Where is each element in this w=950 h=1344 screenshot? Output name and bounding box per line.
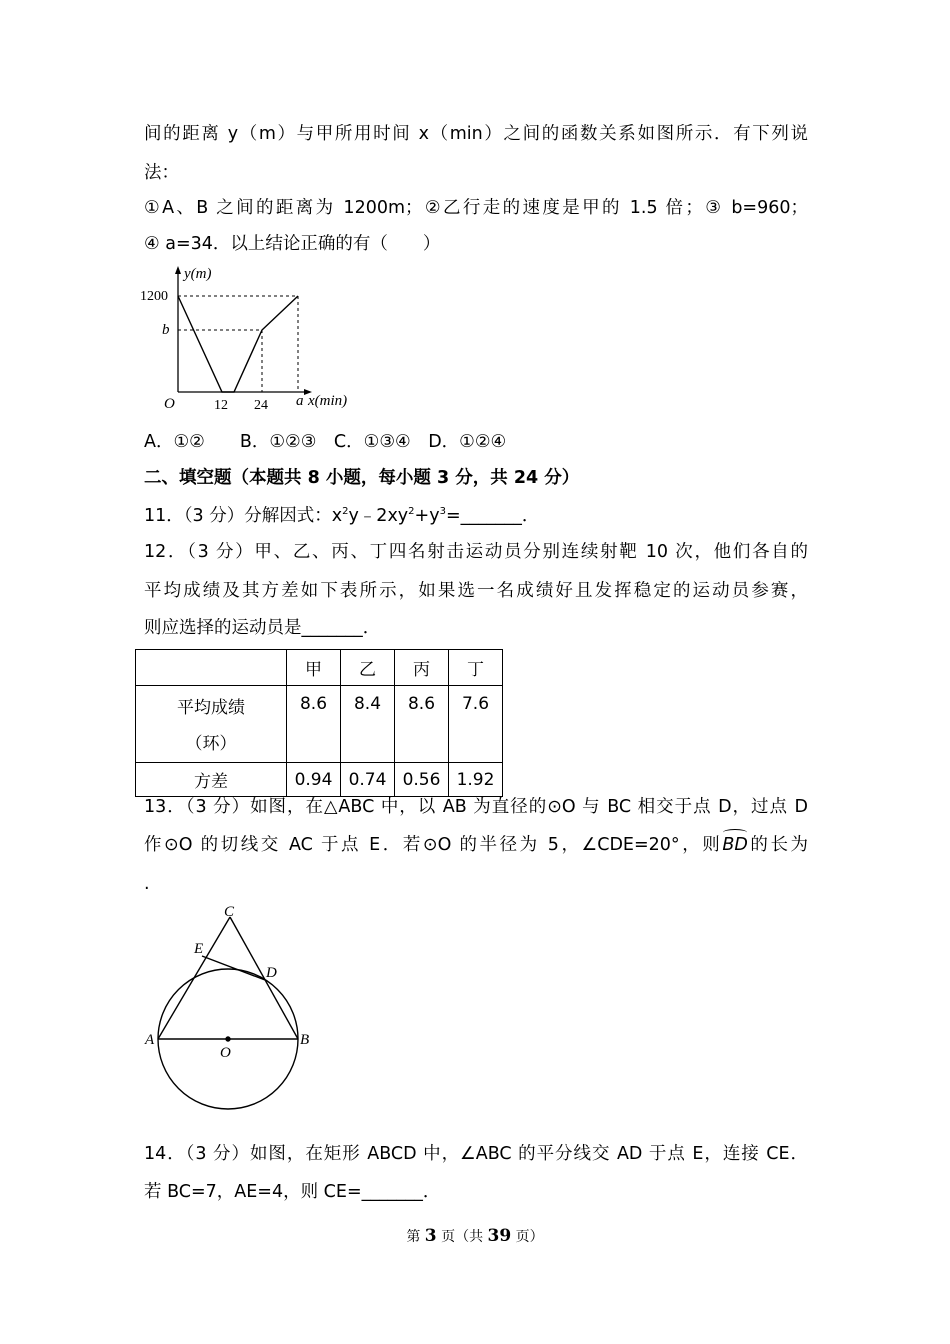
table-cell: 1.92 [449,763,503,797]
table-header: 丁 [449,650,503,686]
point-label: B [300,1032,310,1048]
text-line-1: 间的距离 y（m）与甲所用时间 x（min）之间的函数关系如图所示．有下列说 [144,124,808,144]
question-13-line-1: 13．（3 分）如图，在△ABC 中，以 AB 为直径的⊙O 与 BC 相交于点 D，过点 D [144,797,808,817]
origin-label: O [164,396,175,412]
table-row [136,763,503,797]
table-cell: 0.94 [287,763,341,797]
x-tick-a: a [296,393,304,409]
question-14-line-2: 若 BC=7，AE=4，则 CE=_______． [144,1182,441,1202]
point-label: C [224,904,235,920]
circle-triangle-figure [140,895,320,1115]
question-12-line-3: 则应选择的运动员是_______． [144,618,381,638]
function-graph [140,262,360,422]
question-12-line-2: 平均成绩及其方差如下表所示，如果选一名成绩好且发挥稳定的运动员参赛， [144,581,808,601]
question-11: 11．（3 分）分解因式：$x^2y﹣2xy^2+y^3=\_\_\_\_\_\_\_$． [144,506,540,526]
table-header: 丙 [395,650,449,686]
scores-table [135,649,503,797]
table-cell: 8.6 [395,686,449,763]
y-tick-b: b [162,322,170,338]
y-tick-1200: 1200 [140,289,168,304]
arc-bd: BD [722,835,748,855]
question-13-line-3: . [144,874,150,894]
x-tick-12: 12 [214,398,228,413]
table-header [136,650,287,686]
x-tick-24: 24 [254,398,268,413]
table-row-label: 平均成绩 （环） [136,686,287,763]
total-pages: 39 [487,1226,512,1246]
text-line-2: 法： [144,163,179,183]
question-13-line-2: 作⊙O 的切线交 AC 于点 E．若⊙O 的半径为 5，∠CDE=20°，则BD的长为 [144,835,808,855]
table-cell: 0.56 [395,763,449,797]
point-label: E [194,941,204,957]
text-line-3: ①A、B 之间的距离为 1200m；②乙行走的速度是甲的 1.5 倍；③ b=960； [144,198,808,218]
question-12-line-1: 12．（3 分）甲、乙、丙、丁四名射击运动员分别连续射靶 10 次，他们各自的 [144,542,808,562]
table-cell: 0.74 [341,763,395,797]
y-axis-label: y(m) [184,266,212,282]
page-footer: 第 3 页（共 39 页） [406,1226,544,1246]
point-label: O [220,1045,231,1061]
page-number: 3 [424,1226,437,1246]
question-14-line-1: 14．（3 分）如图，在矩形 ABCD 中，∠ABC 的平分线交 AD 于点 E，连接 CE． [144,1144,808,1164]
table-header: 乙 [341,650,395,686]
table-header-row [136,650,503,686]
section-title: 二、填空题（本题共 8 小题，每小题 3 分，共 24 分） [144,468,580,488]
point-label: A [145,1032,155,1048]
text-line-4: ④ a=34．以上结论正确的有（ ） [144,234,441,254]
table-header: 甲 [287,650,341,686]
table-cell: 8.6 [287,686,341,763]
table-cell: 7.6 [449,686,503,763]
answer-options: A．①② B．①②③ C．①③④ D．①②④ [144,432,507,452]
point-label: D [266,965,277,981]
table-row-label: 方差 [136,763,287,797]
x-axis-label: x(min) [308,393,348,409]
table-cell: 8.4 [341,686,395,763]
table-row [136,686,503,763]
